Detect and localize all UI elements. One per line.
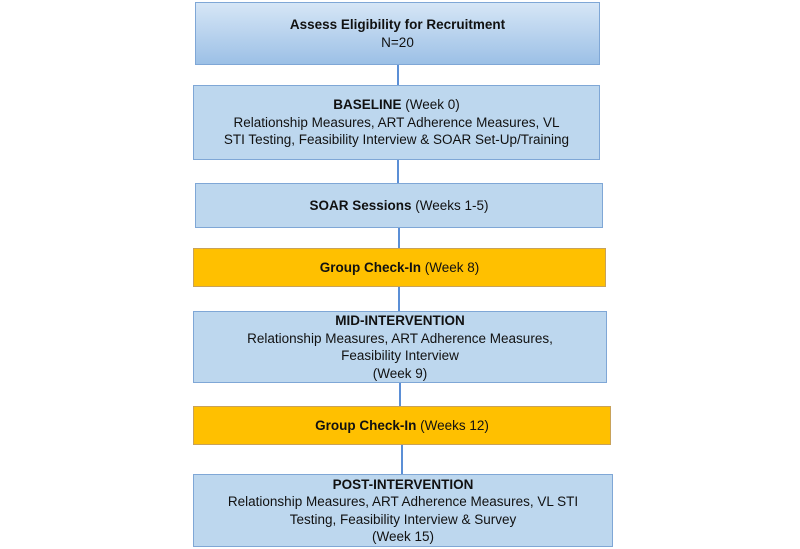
connector-eligibility-baseline [397, 65, 399, 85]
group-checkin-2-week: (Weeks 12) [416, 417, 489, 433]
baseline-line2: STI Testing, Feasibility Interview & SOAR Set-Up/Training [223, 132, 570, 148]
eligibility-count: N=20 [381, 34, 414, 50]
mid-intervention-title: MID-INTERVENTION [335, 313, 465, 328]
baseline-week: (Week 0) [401, 97, 460, 113]
baseline-heading [333, 96, 460, 114]
post-intervention-week: (Week 15) [371, 529, 435, 544]
post-intervention-title: POST-INTERVENTION [332, 476, 474, 492]
baseline-line1: Relationship Measures, ART Adherence Measures, VL [233, 114, 560, 130]
group-checkin-1-title: Group Check-In [319, 259, 421, 275]
post-intervention-line1: Relationship Measures, ART Adherence Measures, VL STI [227, 494, 579, 509]
connector-mid-checkin2 [399, 383, 401, 406]
eligibility-title: Assess Eligibility for Recruitment [289, 17, 506, 32]
post-intervention-box [193, 474, 613, 547]
group-checkin-1-week: (Week 8) [421, 259, 480, 275]
soar-sessions-title: SOAR Sessions [309, 197, 412, 213]
connector-checkin1-mid [398, 287, 400, 311]
connector-checkin2-post [401, 445, 403, 474]
soar-sessions-heading [309, 197, 488, 215]
mid-intervention-week: (Week 9) [372, 365, 428, 381]
group-checkin-box-1 [193, 248, 606, 287]
mid-intervention-box [193, 311, 607, 383]
group-checkin-2-title: Group Check-In [315, 417, 417, 433]
group-checkin-1-heading [320, 259, 480, 277]
mid-intervention-line2: Feasibility Interview [341, 348, 459, 363]
baseline-box [193, 85, 600, 160]
group-checkin-2-heading [315, 417, 489, 435]
connector-baseline-soar [397, 160, 399, 183]
soar-sessions-box [195, 183, 603, 228]
post-intervention-line2: Testing, Feasibility Interview & Survey [289, 511, 517, 527]
connector-soar-checkin1 [398, 228, 400, 248]
baseline-title: BASELINE [333, 97, 402, 113]
group-checkin-box-2 [193, 406, 611, 445]
mid-intervention-line1: Relationship Measures, ART Adherence Measures, [247, 330, 553, 346]
soar-sessions-week: (Weeks 1-5) [411, 197, 489, 213]
eligibility-box [195, 2, 600, 65]
